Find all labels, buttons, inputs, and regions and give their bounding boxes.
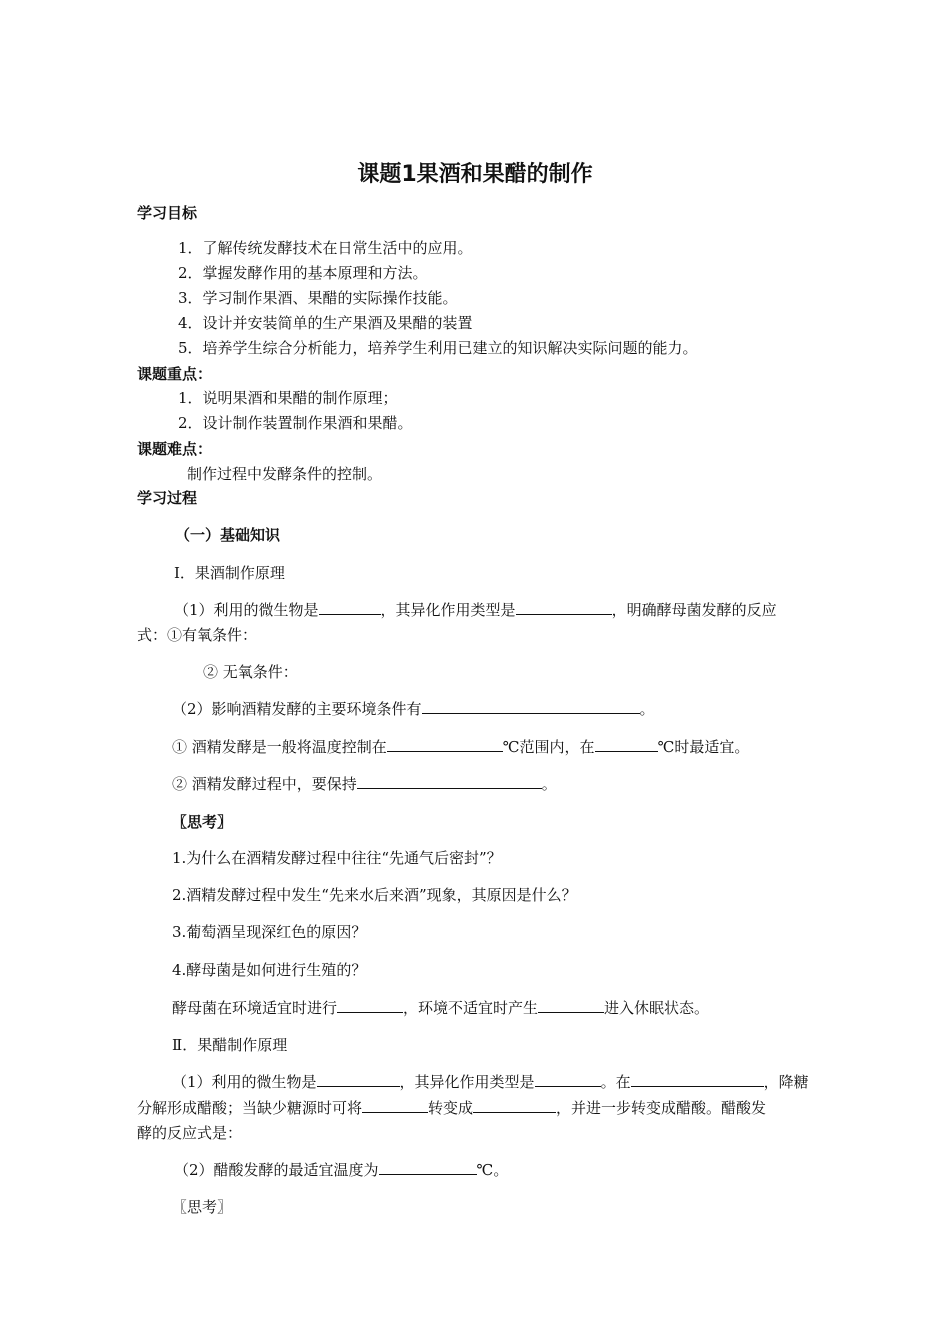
objectives-heading: 学习目标 — [137, 204, 198, 222]
key-point-item: 2．设计制作装置制作果酒和果醋。 — [178, 414, 413, 432]
yeast-reproduction-question: 酵母菌在环境适宜时进行 ，环境不适宜时产生 进入休眠状态。 — [172, 999, 710, 1017]
objective-item: 4．设计并安装简单的生产果酒及果醋的装置 — [178, 314, 473, 332]
page-title: 课题1果酒和果醋的制作 — [357, 162, 593, 187]
think-question: 4.酵母菌是如何进行生殖的？ — [172, 961, 367, 979]
think-question: 2.酒精发酵过程中发生“先来水后来酒”现象，其原因是什么？ — [172, 886, 577, 904]
think-heading-2: 〖思考〗 — [172, 1198, 233, 1216]
answer-blank[interactable] — [535, 1072, 601, 1087]
anaerobic-condition: ② 无氧条件： — [203, 663, 298, 681]
answer-blank[interactable] — [516, 600, 612, 615]
key-point-item: 1．说明果酒和果醋的制作原理； — [178, 389, 398, 407]
objective-item: 5．培养学生综合分析能力，培养学生利用已建立的知识解决实际问题的能力。 — [178, 339, 698, 357]
objective-item: 2．掌握发酵作用的基本原理和方法。 — [178, 264, 428, 282]
process-heading: 学习过程 — [137, 489, 198, 507]
answer-blank[interactable] — [538, 998, 604, 1013]
key-points-heading: 课题重点： — [137, 365, 213, 383]
difficulty-text: 制作过程中发酵条件的控制。 — [187, 465, 383, 483]
aerobic-condition: 式：①有氧条件： — [137, 626, 258, 644]
answer-blank[interactable] — [595, 737, 658, 752]
objective-item: 1．了解传统发酵技术在日常生活中的应用。 — [178, 239, 473, 257]
answer-blank[interactable] — [362, 1098, 428, 1113]
answer-blank[interactable] — [337, 998, 403, 1013]
part2-question-2: （2）醋酸发酵的最适宜温度为 ℃。 — [174, 1161, 509, 1179]
part2-question-1: （1）利用的微生物是 ，其异化作用类型是 。在 ，降糖 — [172, 1073, 809, 1091]
answer-blank[interactable] — [473, 1098, 556, 1113]
part2-heading: Ⅱ．果醋制作原理 — [172, 1036, 288, 1054]
temperature-question: ① 酒精发酵是一般将温度控制在 ℃范围内，在 ℃时最适宜。 — [172, 738, 750, 756]
basic-knowledge-heading: （一）基础知识 — [175, 526, 281, 544]
think-heading: 〖思考〗 — [172, 813, 233, 831]
answer-blank[interactable] — [357, 774, 542, 789]
objective-item: 3．学习制作果酒、果醋的实际操作技能。 — [178, 289, 458, 307]
difficulty-heading: 课题难点： — [137, 440, 213, 458]
part1-heading: Ⅰ．果酒制作原理 — [174, 564, 285, 582]
part1-question-1: （1）利用的微生物是 ，其异化作用类型是 ，明确酵母菌发酵的反应 — [174, 601, 777, 619]
answer-blank[interactable] — [631, 1072, 764, 1087]
answer-blank[interactable] — [379, 1160, 477, 1175]
part1-question-2: （2）影响酒精发酵的主要环境条件有 。 — [172, 700, 655, 718]
maintain-question: ② 酒精发酵过程中，要保持 。 — [172, 775, 557, 793]
part2-question-1-cont: 分解形成醋酸；当缺少糖源时可将 转变成 ，并进一步转变成醋酸。醋酸发 — [137, 1099, 767, 1117]
answer-blank[interactable] — [319, 600, 381, 615]
acetic-reaction-label: 酵的反应式是： — [137, 1124, 243, 1142]
answer-blank[interactable] — [317, 1072, 400, 1087]
answer-blank[interactable] — [422, 699, 640, 714]
think-question: 1.为什么在酒精发酵过程中往往“先通气后密封”？ — [172, 849, 502, 867]
answer-blank[interactable] — [387, 737, 503, 752]
think-question: 3.葡萄酒呈现深红色的原因？ — [172, 923, 367, 941]
